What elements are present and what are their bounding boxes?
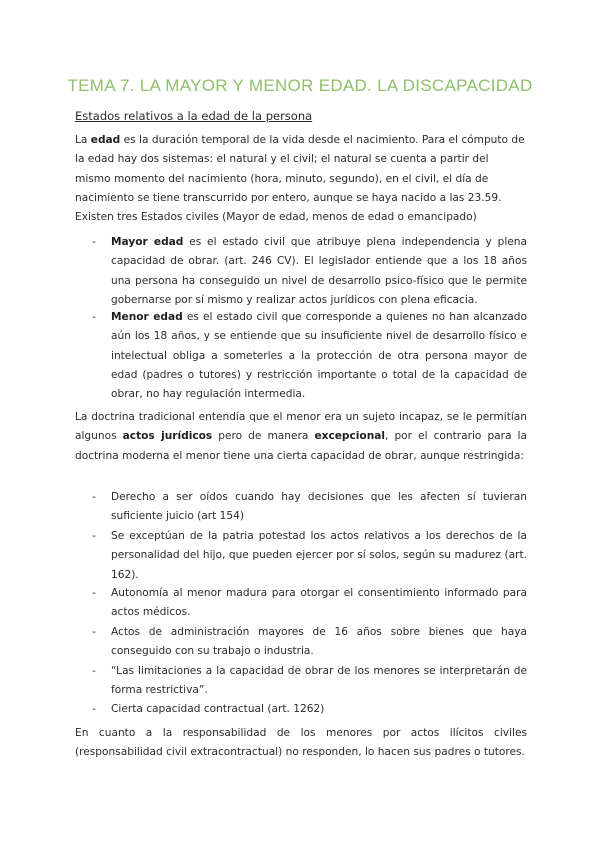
doctrine-text-1: La doctrina tradicional entendía que el menor era un sujeto incapaz, se le permitían algunos	[75, 411, 527, 443]
list-item-bold: Menor edad	[111, 311, 183, 323]
page-title: TEMA 7. LA MAYOR Y MENOR EDAD. LA DISCAPACIDAD	[67, 76, 533, 95]
list-item-menor-edad	[111, 308, 527, 404]
list-item: Autonomía al menor madura para otorgar el consentimiento informado para actos médicos.	[111, 587, 527, 619]
doctrine-bold-excepcional: excepcional	[314, 430, 386, 443]
intro-text-2: es la duración temporal de la vida desde el nacimiento. Para el cómputo de la edad hay dos sistemas: el natural y el civil; el natural se cuenta a partir del mismo momento del nacimiento (hora, minuto, segundo), en el civil, el día de nacimiento se tiene transcurrido por entero, aunque se haya nacido a las 23.59. Existen tres Estados civiles (Mayor de edad, menos de edad o emancipado)	[75, 134, 525, 224]
doctrine-text-2: pero de manera	[212, 430, 315, 443]
bullet-marker: -	[92, 235, 96, 248]
list-item: Se exceptúan de la patria potestad los actos relativos a los derechos de la personalidad del hijo, que pueden ejercer por sí solos, según su madurez (art. 162).	[111, 530, 527, 581]
bullet-marker: -	[92, 310, 96, 323]
bullet-marker: -	[92, 702, 96, 715]
section-heading: Estados relativos a la edad de la persona	[75, 109, 313, 123]
bullet-marker: -	[92, 586, 96, 599]
bullet-marker: -	[92, 664, 96, 677]
bullet-marker: -	[92, 490, 96, 503]
bullet-marker: -	[92, 529, 96, 542]
list-item: “Las limitaciones a la capacidad de obrar de los menores se interpretarán de forma restrictiva”.	[111, 665, 527, 697]
doctrine-text-3: , por el contrario para la doctrina moderna el menor tiene una cierta capacidad de obrar, aunque restringida:	[75, 430, 527, 462]
intro-text-1: La	[75, 134, 91, 146]
list-item: Cierta capacidad contractual (art. 1262)	[111, 703, 325, 715]
list-item-text: es el estado civil que atribuye plena independencia y plena capacidad de obrar. (art. 246 CV). El legislador entiende que a los 18 años una persona ha conseguido un nivel de desarrollo psico-físico que le permite gobernarse por sí mismo y realizar actos jurídicos con plena eficacia.	[111, 236, 527, 306]
list-item-mayor-edad	[111, 233, 527, 310]
list-item-bold: Mayor edad	[111, 236, 184, 248]
bullet-marker: -	[92, 625, 96, 638]
intro-paragraph	[75, 131, 527, 227]
closing-paragraph: En cuanto a la responsabilidad de los menores por actos ilícitos civiles (responsabilidad civil extracontractual) no responden, lo hacen sus padres o tutores.	[75, 727, 527, 759]
intro-bold-edad: edad	[90, 134, 121, 146]
doctrine-bold-actos: actos jurídicos	[122, 430, 213, 443]
doctrine-paragraph	[75, 408, 527, 466]
list-item: Derecho a ser oídos cuando hay decisiones que les afecten sí tuvieran suficiente juicio (art 154)	[111, 491, 527, 523]
list-item: Actos de administración mayores de 16 años sobre bienes que haya conseguido con su trabajo o industria.	[111, 626, 527, 658]
list-item-text: es el estado civil que corresponde a quienes no han alcanzado aún los 18 años, y se entiende que su insuficiente nivel de desarrollo físico e intelectual obliga a someterles a la protección de otra persona mayor de edad (padres o tutores) y restricción importante o total de la capacidad de obrar, no hay regulación intermedia.	[111, 311, 527, 401]
